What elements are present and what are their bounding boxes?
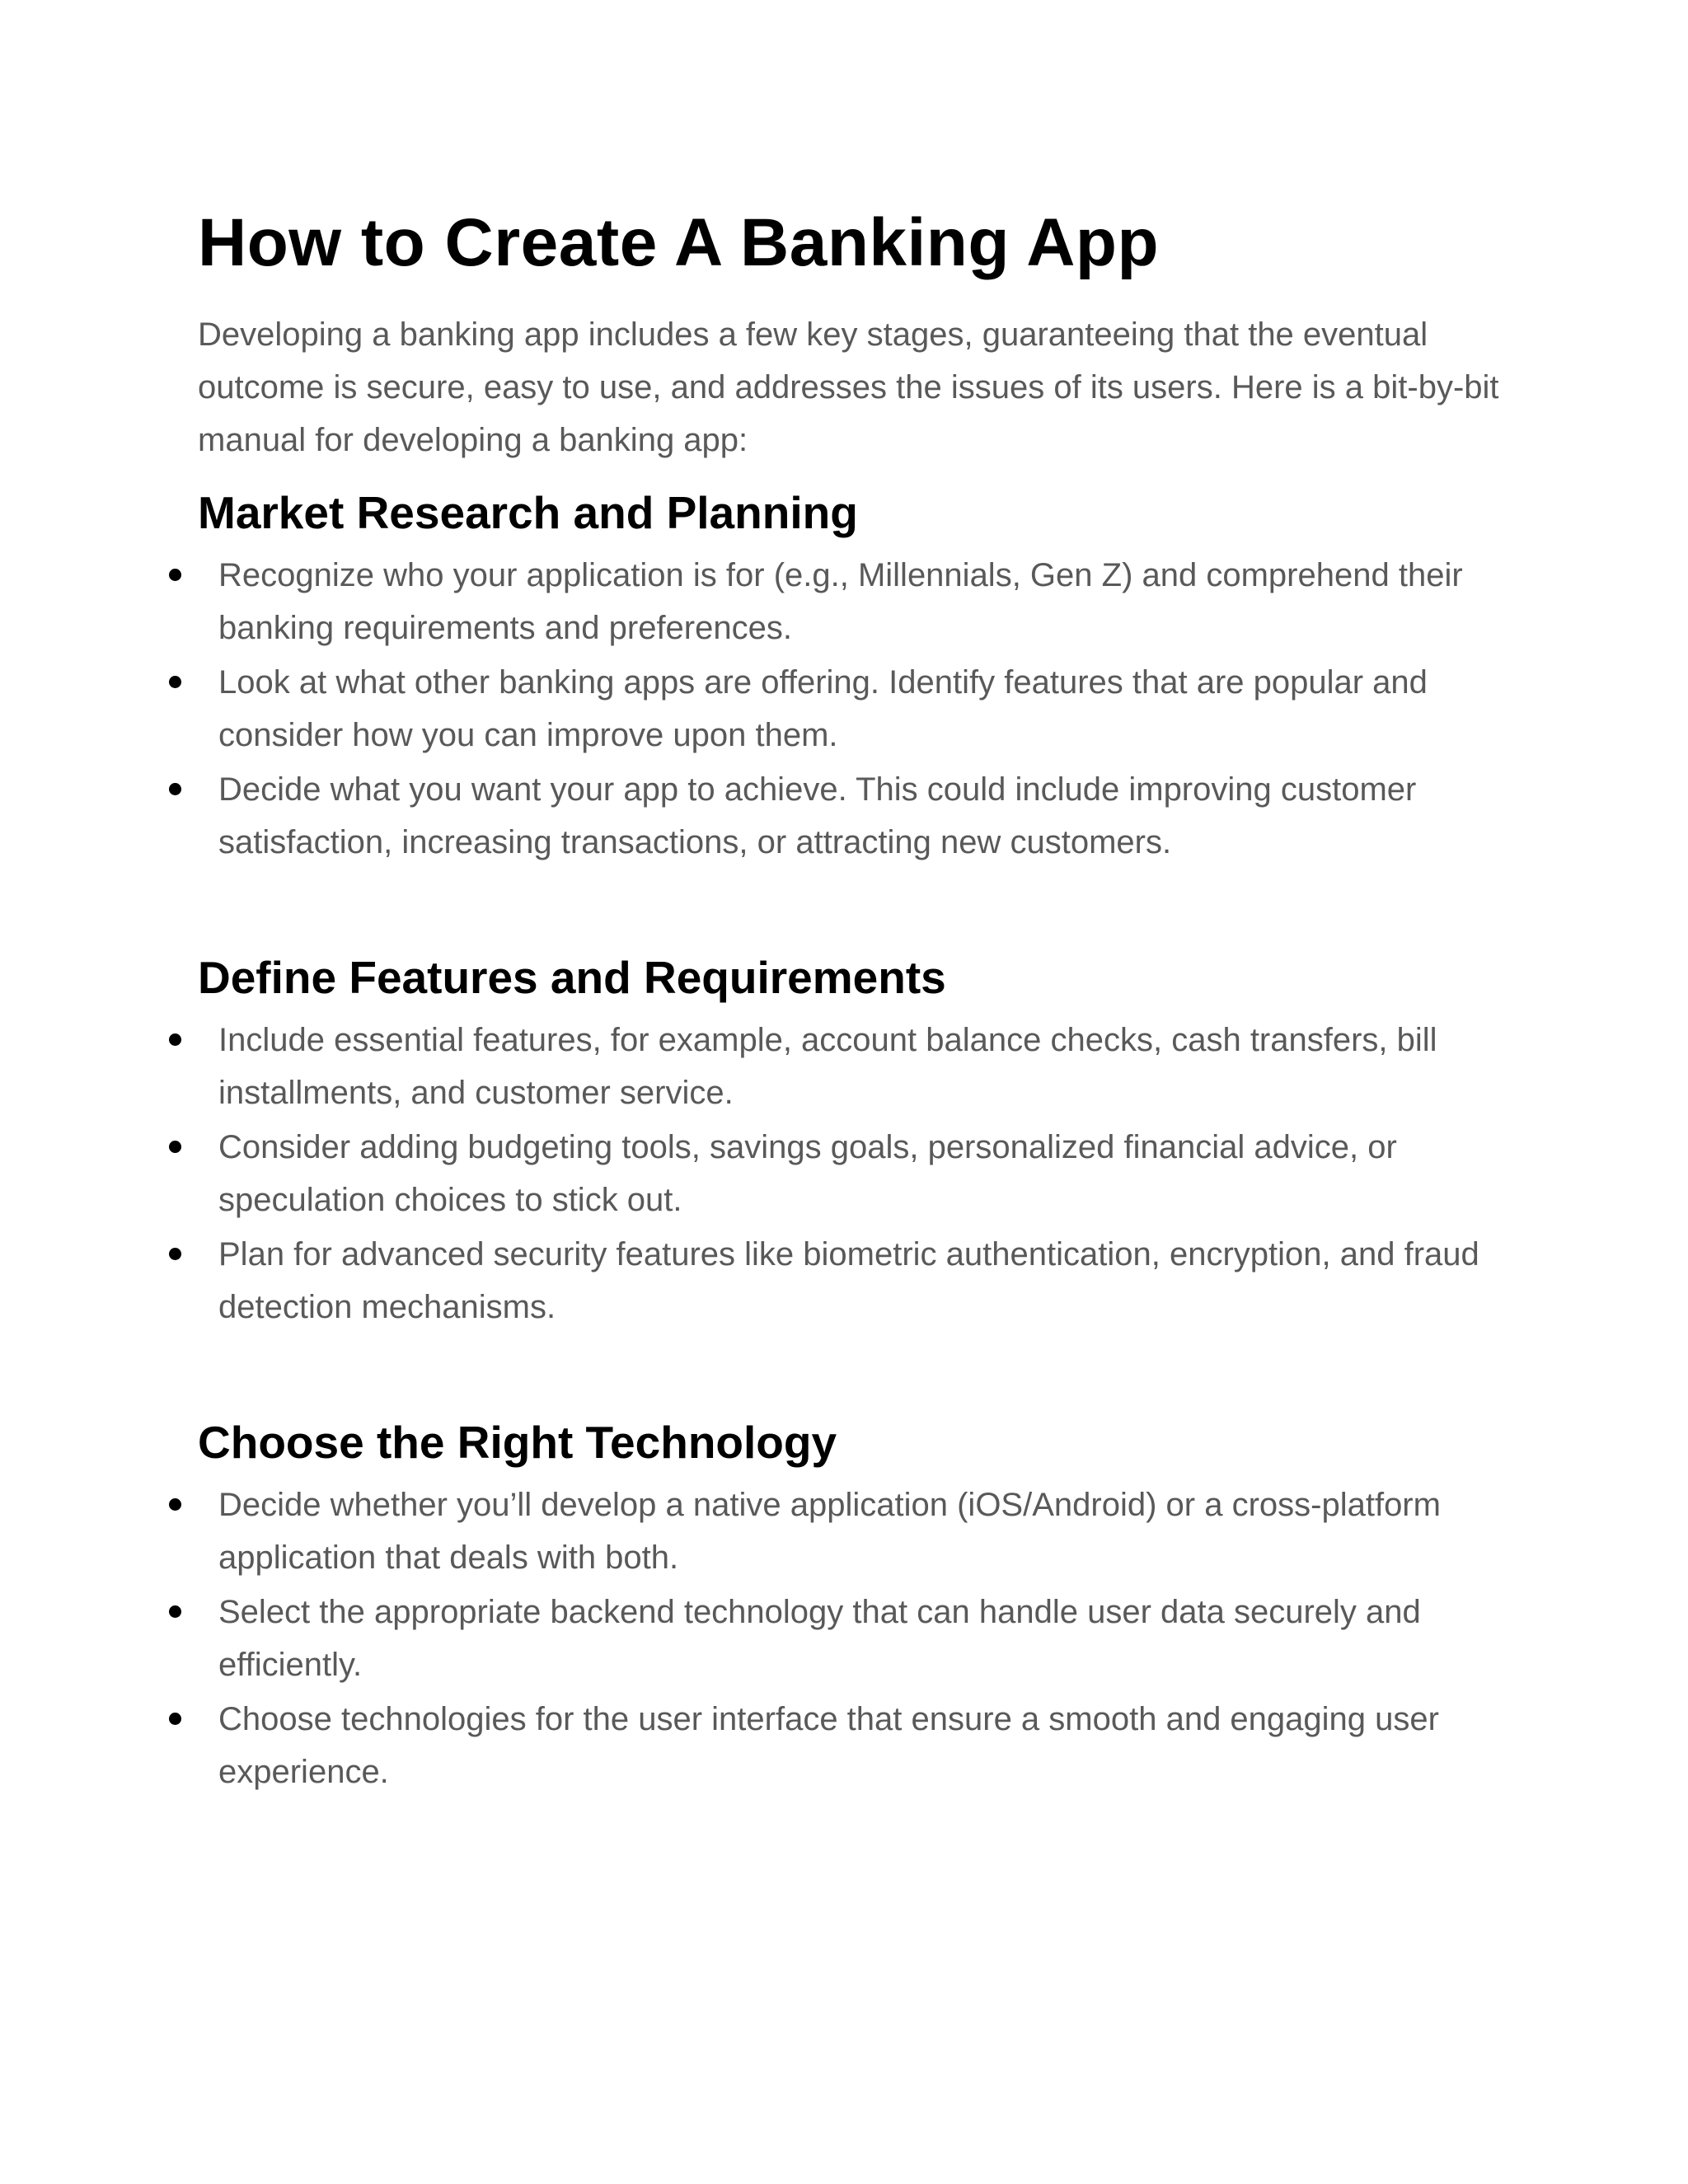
section-heading: Market Research and Planning <box>198 487 858 538</box>
section-heading: Define Features and Requirements <box>198 952 946 1003</box>
bullet-icon <box>169 1498 181 1511</box>
bullet-list <box>198 549 1500 869</box>
section-heading: Choose the Right Technology <box>198 1417 837 1468</box>
list-item-text: Consider adding budgeting tools, savings goals, personalized financial advice, or speculation choices to stick out. <box>218 1129 1397 1218</box>
list-item-text: Decide whether you’ll develop a native application (iOS/Android) or a cross-platform application that deals with both. <box>218 1487 1441 1576</box>
list-item <box>198 549 1500 654</box>
bullet-icon <box>169 676 181 688</box>
list-item <box>198 1228 1500 1333</box>
bullet-icon <box>169 569 181 581</box>
list-item-text: Plan for advanced security features like biometric authentication, encryption, and fraud detection mechanisms. <box>218 1236 1479 1325</box>
list-item-text: Include essential features, for example, account balance checks, cash transfers, bill installments, and customer service. <box>218 1022 1437 1111</box>
list-item <box>198 1693 1500 1798</box>
list-item-text: Choose technologies for the user interface that ensure a smooth and engaging user experience. <box>218 1701 1439 1790</box>
intro-paragraph: Developing a banking app includes a few key stages, guaranteeing that the eventual outcome is secure, easy to use, and addresses the issues of its users. Here is a bit-by-bit manual for developing a banking app: <box>198 316 1499 458</box>
list-item <box>198 1479 1500 1584</box>
bullet-list <box>198 1479 1500 1798</box>
list-item <box>198 656 1500 762</box>
bullet-icon <box>169 1033 181 1046</box>
section-choose-technology <box>198 1409 1500 1798</box>
list-item <box>198 1014 1500 1119</box>
bullet-icon <box>169 1141 181 1153</box>
list-item-text: Look at what other banking apps are offering. Identify features that are popular and consider how you can improve upon them. <box>218 664 1428 753</box>
section-define-features <box>198 944 1500 1333</box>
list-item-text: Decide what you want your app to achieve. This could include improving customer satisfaction, increasing transactions, or attracting new customers. <box>218 771 1417 860</box>
section-market-research <box>198 480 1500 869</box>
list-item <box>198 1586 1500 1691</box>
list-item-text: Recognize who your application is for (e.g., Millennials, Gen Z) and comprehend their banking requirements and preferences. <box>218 557 1463 646</box>
bullet-icon <box>169 1605 181 1618</box>
bullet-icon <box>169 1248 181 1260</box>
page-title: How to Create A Banking App <box>198 205 1160 280</box>
list-item <box>198 763 1500 869</box>
list-item <box>198 1121 1500 1226</box>
bullet-list <box>198 1014 1500 1333</box>
document-content <box>198 198 1500 1800</box>
bullet-icon <box>169 1713 181 1725</box>
list-item-text: Select the appropriate backend technology that can handle user data securely and efficiently. <box>218 1594 1421 1683</box>
bullet-icon <box>169 783 181 795</box>
